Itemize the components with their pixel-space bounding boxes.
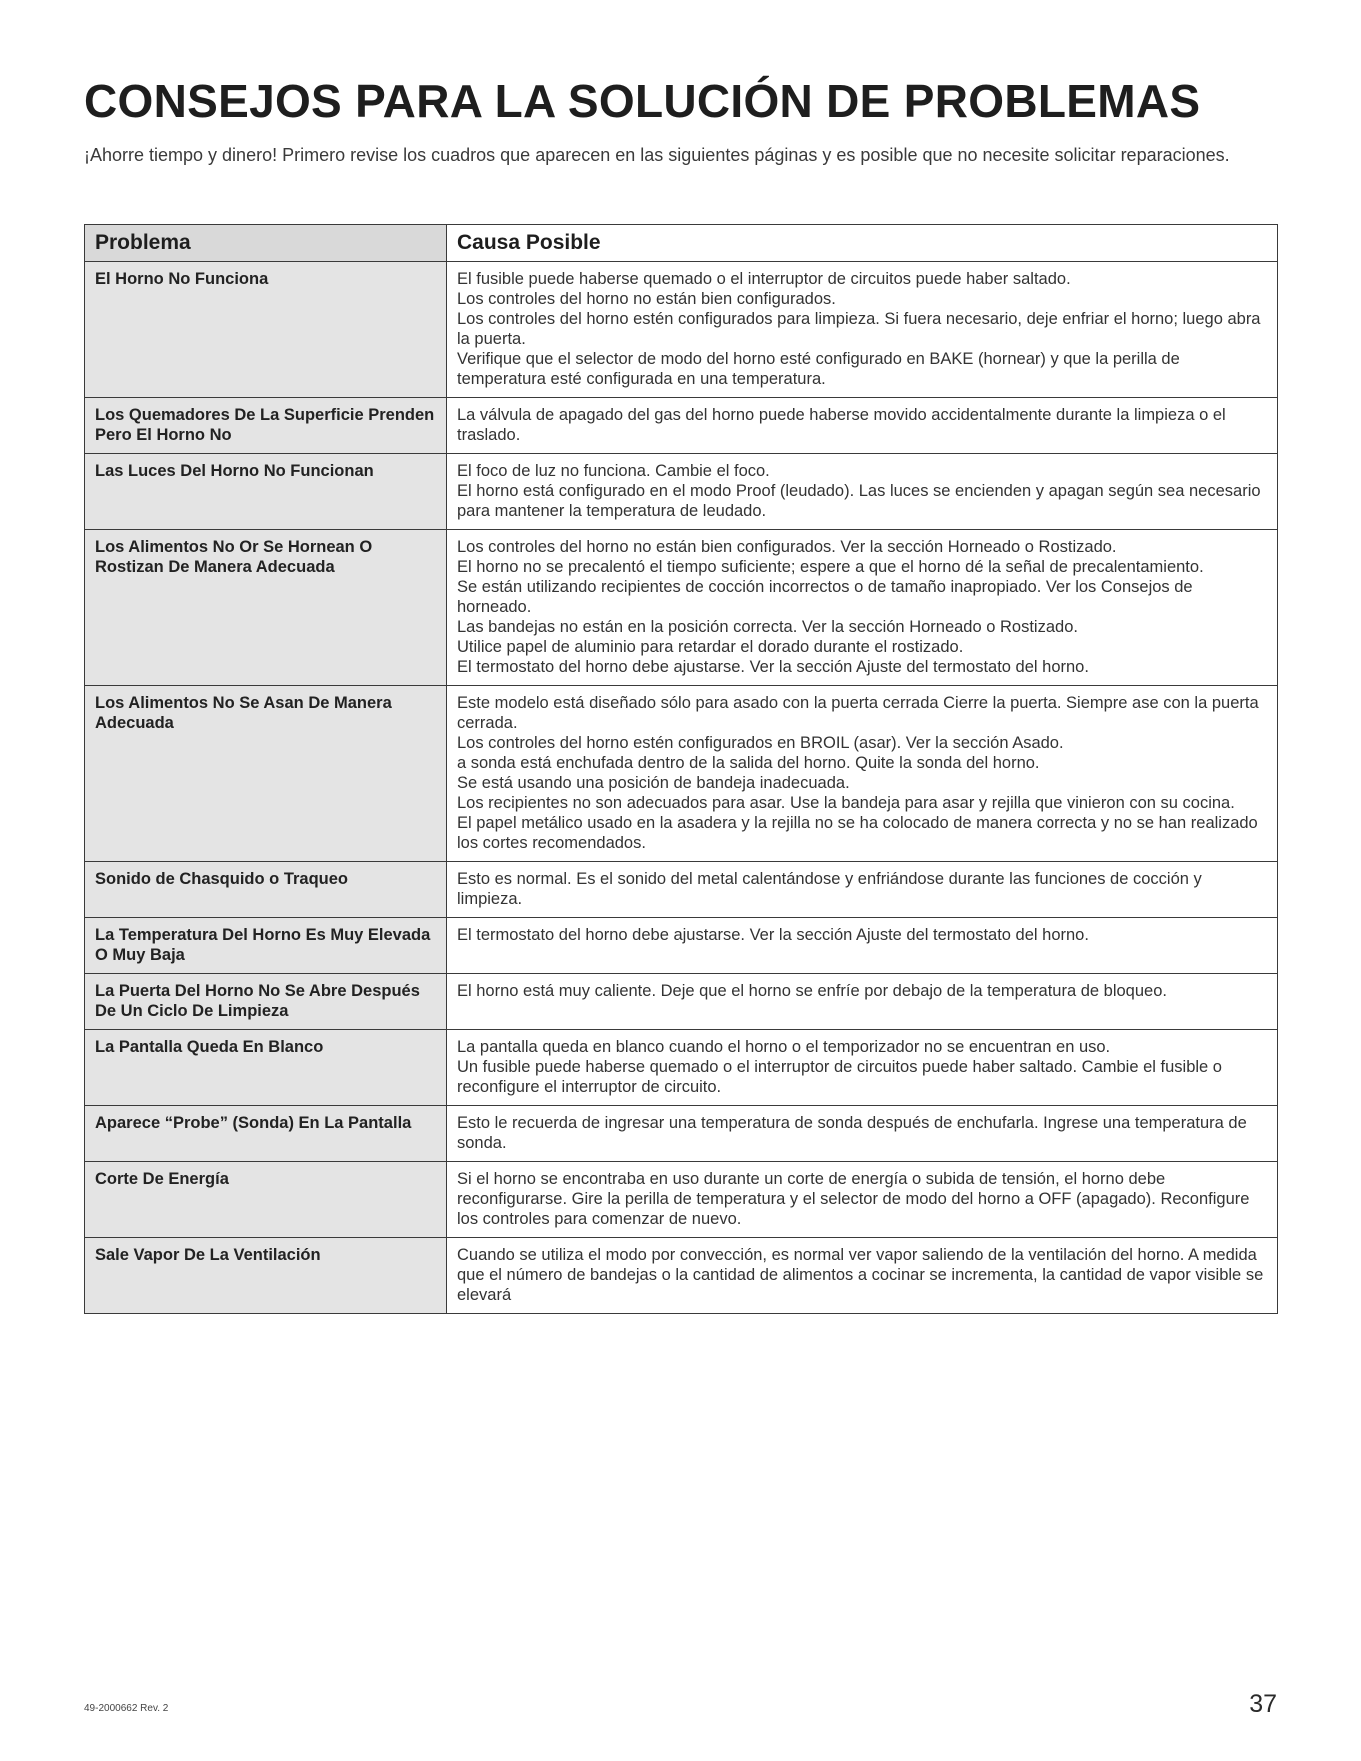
cause-line: La válvula de apagado del gas del horno puede haberse movido accidentalmente durante la limpieza o el traslado.	[457, 406, 1226, 444]
problem-cell: El Horno No Funciona	[85, 262, 447, 398]
cause-cell	[447, 1030, 1278, 1106]
cause-cell	[447, 1238, 1278, 1314]
table-row	[85, 1162, 1278, 1238]
problem-cell: La Temperatura Del Horno Es Muy Elevada O Muy Baja	[85, 918, 447, 974]
cause-line: Se están utilizando recipientes de cocción incorrectos o de tamaño inapropiado. Ver los Consejos de horneado.	[457, 578, 1193, 616]
cause-line: Los recipientes no son adecuados para asar. Use la bandeja para asar y rejilla que vinieron con su cocina.	[457, 794, 1235, 812]
cause-line: El papel metálico usado en la asadera y la rejilla no se ha colocado de manera correcta y no se han realizado los cortes recomendados.	[457, 814, 1258, 852]
cause-cell	[447, 398, 1278, 454]
table-row	[85, 262, 1278, 398]
cause-cell	[447, 454, 1278, 530]
table-row	[85, 1106, 1278, 1162]
table-body	[85, 262, 1278, 1314]
table-header-row	[85, 225, 1278, 262]
cause-cell	[447, 862, 1278, 918]
table-row	[85, 862, 1278, 918]
cause-cell	[447, 1106, 1278, 1162]
table-row	[85, 974, 1278, 1030]
cause-line: Un fusible puede haberse quemado o el interruptor de circuitos puede haber saltado. Cambie el fusible o reconfigure el interruptor de circuito.	[457, 1058, 1222, 1096]
table-row	[85, 1238, 1278, 1314]
cause-line: Cuando se utiliza el modo por convección, es normal ver vapor saliendo de la ventilación del horno. A medida que el número de bandejas o la cantidad de alimentos a cocinar se incrementa, la cantidad de vapor visible se elevará	[457, 1246, 1264, 1304]
cause-line: Verifique que el selector de modo del horno esté configurado en BAKE (hornear) y que la perilla de temperatura esté configurada en una temperatura.	[457, 350, 1180, 388]
problem-cell: Los Alimentos No Or Se Hornean O Rostizan De Manera Adecuada	[85, 530, 447, 686]
cause-cell	[447, 1162, 1278, 1238]
cause-line: Los controles del horno estén configurados en BROIL (asar). Ver la sección Asado.	[457, 734, 1064, 752]
table-row	[85, 1030, 1278, 1106]
problem-column-header: Problema	[85, 225, 447, 262]
table-row	[85, 530, 1278, 686]
problem-cell: Las Luces Del Horno No Funcionan	[85, 454, 447, 530]
cause-line: El horno no se precalentó el tiempo suficiente; espere a que el horno dé la señal de precalentamiento.	[457, 558, 1204, 576]
cause-cell	[447, 974, 1278, 1030]
cause-line: Los controles del horno no están bien configurados.	[457, 290, 836, 308]
cause-cell	[447, 918, 1278, 974]
table-row	[85, 454, 1278, 530]
cause-line: El horno está configurado en el modo Proof (leudado). Las luces se encienden y apagan según sea necesario para mantener la temperatura de leudado.	[457, 482, 1261, 520]
cause-line: Si el horno se encontraba en uso durante un corte de energía o subida de tensión, el horno debe reconfigurarse. Gire la perilla de temperatura y el selector de modo del horno a OFF (apagado). Reconfigure los controles para comenzar de nuevo.	[457, 1170, 1250, 1228]
intro-text: ¡Ahorre tiempo y dinero! Primero revise los cuadros que aparecen en las siguientes páginas y es posible que no necesite solicitar reparaciones.	[84, 145, 1230, 165]
cause-line: a sonda está enchufada dentro de la salida del horno. Quite la sonda del horno.	[457, 754, 1040, 772]
cause-line: El termostato del horno debe ajustarse. Ver la sección Ajuste del termostato del horno.	[457, 926, 1089, 944]
table-row	[85, 398, 1278, 454]
cause-line: Se está usando una posición de bandeja inadecuada.	[457, 774, 850, 792]
problem-cell: La Puerta Del Horno No Se Abre Después De Un Ciclo De Limpieza	[85, 974, 447, 1030]
problem-cell: Sale Vapor De La Ventilación	[85, 1238, 447, 1314]
troubleshooting-table	[84, 224, 1278, 1314]
cause-line: La pantalla queda en blanco cuando el horno o el temporizador no se encuentran en uso.	[457, 1038, 1111, 1056]
cause-line: Utilice papel de aluminio para retardar el dorado durante el rostizado.	[457, 638, 964, 656]
problem-cell: Los Quemadores De La Superficie Prenden Pero El Horno No	[85, 398, 447, 454]
page-number: 37	[1249, 1690, 1277, 1718]
cause-line: Las bandejas no están en la posición correcta. Ver la sección Horneado o Rostizado.	[457, 618, 1078, 636]
table-row	[85, 686, 1278, 862]
table-row	[85, 918, 1278, 974]
problem-cell: La Pantalla Queda En Blanco	[85, 1030, 447, 1106]
cause-line: Esto le recuerda de ingresar una temperatura de sonda después de enchufarla. Ingrese una temperatura de sonda.	[457, 1114, 1247, 1152]
problem-cell: Corte De Energía	[85, 1162, 447, 1238]
cause-line: El fusible puede haberse quemado o el interruptor de circuitos puede haber saltado.	[457, 270, 1071, 288]
cause-cell	[447, 686, 1278, 862]
cause-line: Este modelo está diseñado sólo para asado con la puerta cerrada Cierre la puerta. Siempre ase con la puerta cerrada.	[457, 694, 1259, 732]
document-code: 49-2000662 Rev. 2	[84, 1703, 169, 1714]
cause-line: Esto es normal. Es el sonido del metal calentándose y enfriándose durante las funciones de cocción y limpieza.	[457, 870, 1202, 908]
cause-line: Los controles del horno estén configurados para limpieza. Si fuera necesario, deje enfriar el horno; luego abra la puerta.	[457, 310, 1261, 348]
cause-cell	[447, 530, 1278, 686]
cause-column-header: Causa Posible	[447, 225, 1278, 262]
page-title: CONSEJOS PARA LA SOLUCIÓN DE PROBLEMAS	[84, 75, 1201, 127]
problem-cell: Aparece “Probe” (Sonda) En La Pantalla	[85, 1106, 447, 1162]
problem-cell: Los Alimentos No Se Asan De Manera Adecuada	[85, 686, 447, 862]
cause-line: El horno está muy caliente. Deje que el horno se enfríe por debajo de la temperatura de bloqueo.	[457, 982, 1167, 1000]
problem-cell: Sonido de Chasquido o Traqueo	[85, 862, 447, 918]
cause-line: Los controles del horno no están bien configurados. Ver la sección Horneado o Rostizado.	[457, 538, 1117, 556]
cause-cell	[447, 262, 1278, 398]
cause-line: El foco de luz no funciona. Cambie el foco.	[457, 462, 770, 480]
cause-line: El termostato del horno debe ajustarse. Ver la sección Ajuste del termostato del horno.	[457, 658, 1089, 676]
